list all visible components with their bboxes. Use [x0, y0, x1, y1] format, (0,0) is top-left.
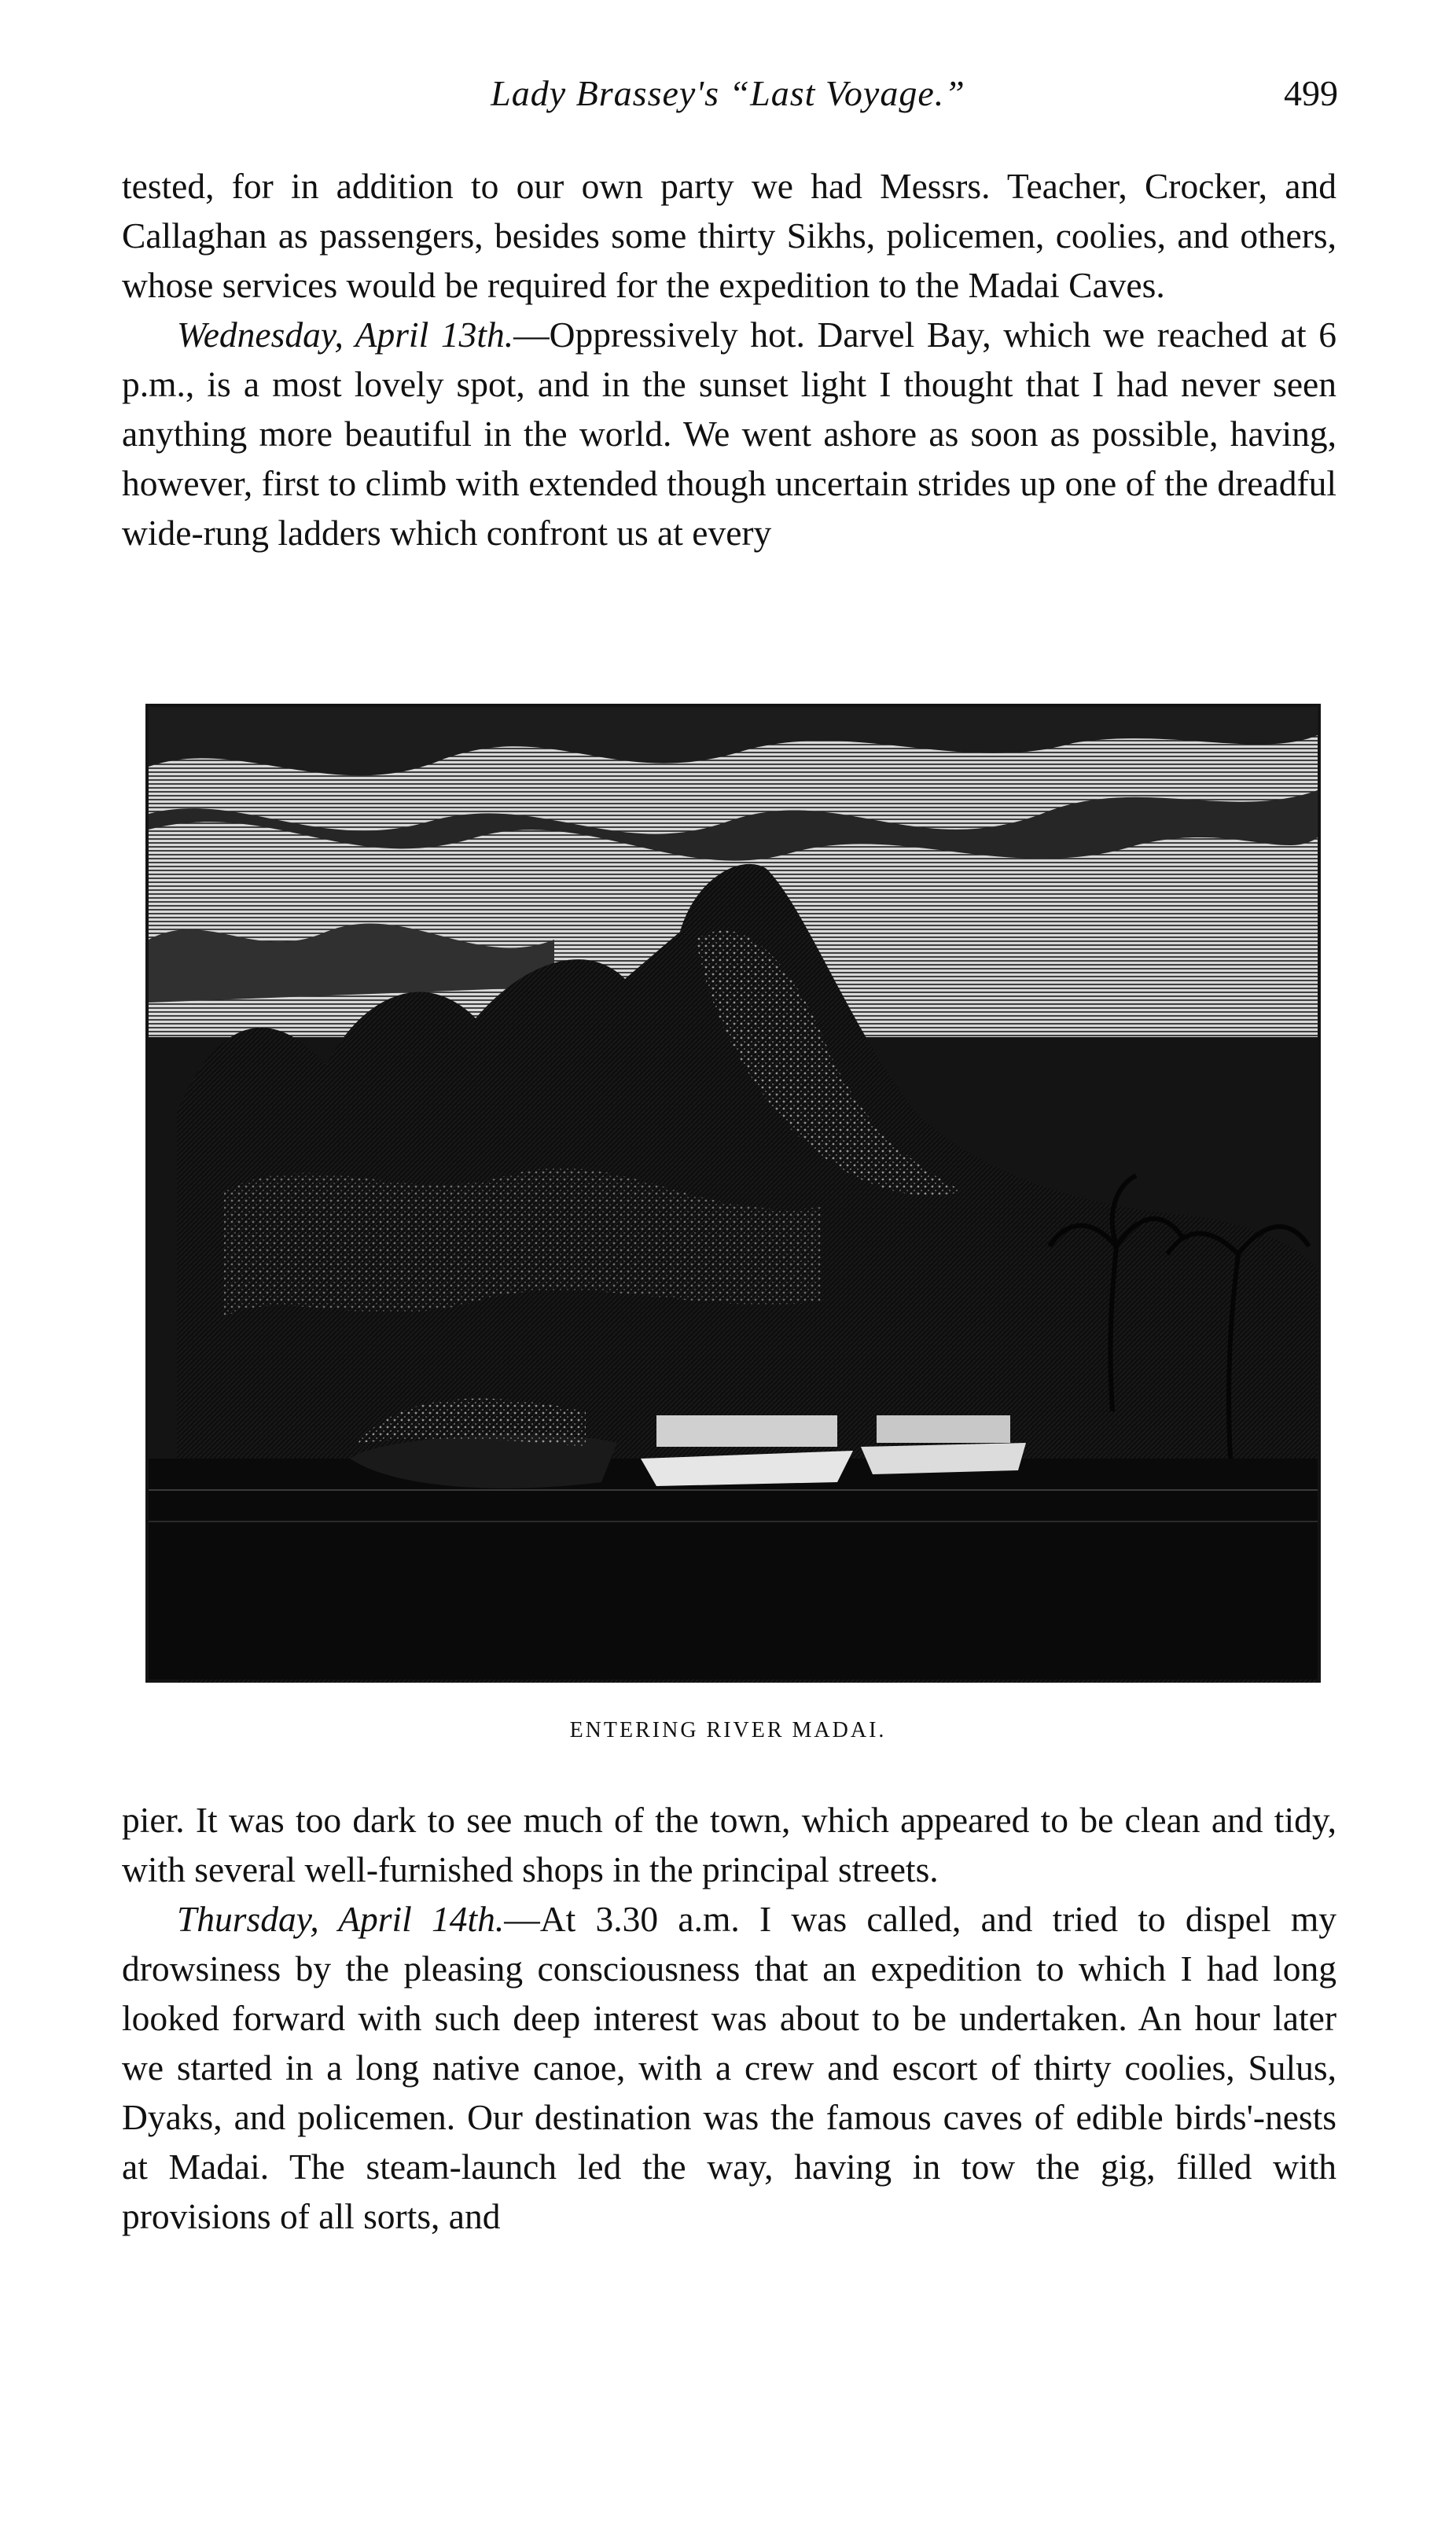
- paragraph-date: Wednesday, April 13th.: [177, 315, 514, 355]
- paragraph: [122, 161, 1337, 310]
- page-number: 499: [1284, 73, 1338, 113]
- paragraph-text: —At 3.30 a.m. I was called, and tried to dispel my drowsiness by the pleasing consciousness that an expedition to which I had long looked forward with such deep interest was about to be undertaken. An hour later we started in a long native canoe, with a crew and escort of thirty coolies, Sulus, Dyaks, and policemen. Our destination was the famous caves of edible birds'-nests at Madai. The steam-launch led the way, having in tow the gig, filled with provisions of all sorts, and: [122, 1899, 1337, 2236]
- running-title: Lady Brassey's “Last Voyage.”: [491, 73, 965, 113]
- text-block-top: [122, 161, 1337, 557]
- text-block-bottom: [122, 1795, 1337, 2241]
- paragraph: [122, 1894, 1337, 2241]
- paragraph-text: —Oppressively hot. Darvel Bay, which we reached at 6 p.m., is a most lovely spot, and in the sunset light I thought that I had never seen anything more beautiful in the world. We went ashore as soon as possible, having, however, first to climb with extended though uncertain strides up one of the dreadful wide-rung ladders which confront us at every: [122, 315, 1337, 553]
- paragraph-text: tested, for in addition to our own party we had Messrs. Teacher, Crocker, and Callaghan as passengers, besides some thirty Sikhs, policemen, coolies, and others, whose services would be required for the expedition to the Madai Caves.: [122, 166, 1337, 305]
- engraving-image: [145, 704, 1321, 1683]
- paragraph: [122, 310, 1337, 557]
- figure-caption: ENTERING RIVER MADAI.: [569, 1718, 887, 1742]
- paragraph-text: pier. It was too dark to see much of the town, which appeared to be clean and tidy, with several well-furnished shops in the principal streets.: [122, 1800, 1337, 1889]
- paragraph-date: Thursday, April 14th.: [177, 1899, 505, 1939]
- page-header: [118, 72, 1338, 135]
- paragraph: [122, 1795, 1337, 1894]
- engraving-illustration: [145, 704, 1321, 1683]
